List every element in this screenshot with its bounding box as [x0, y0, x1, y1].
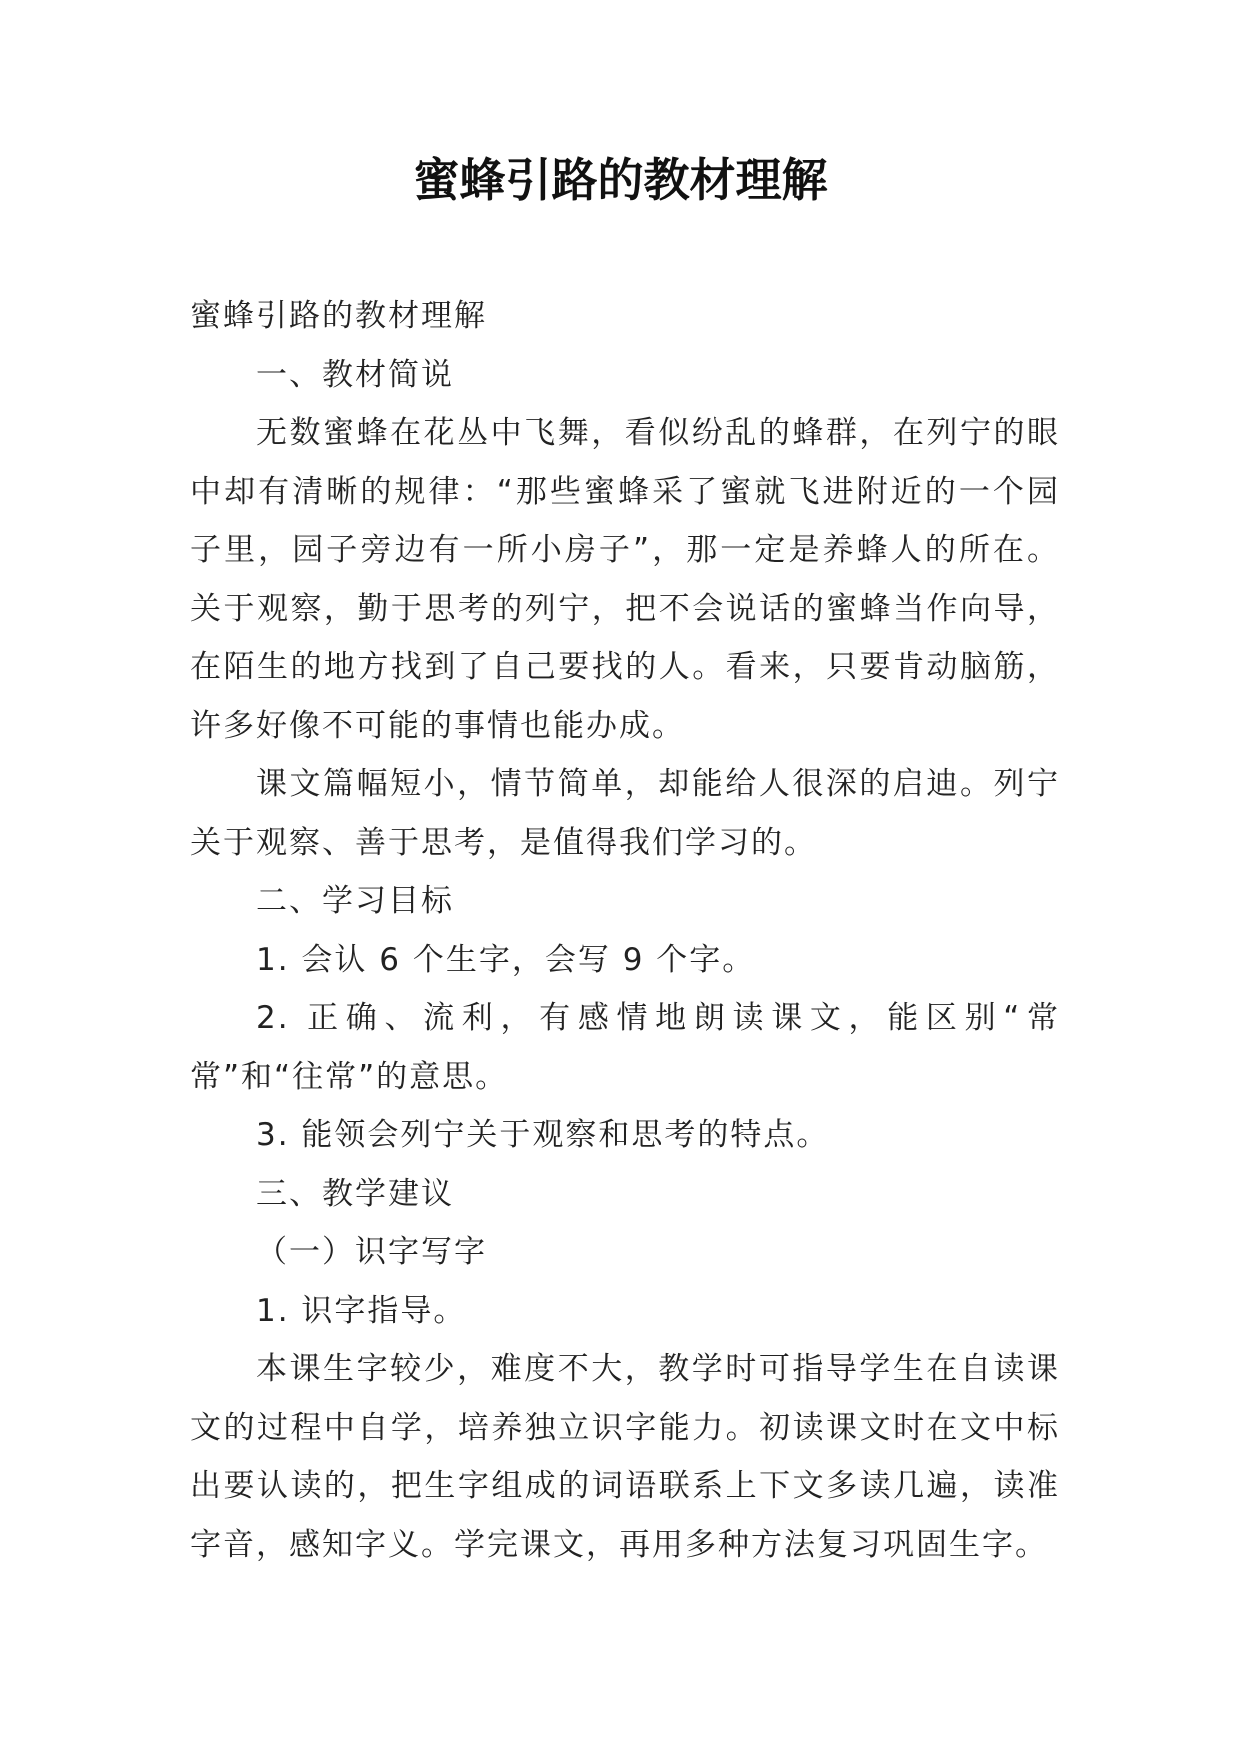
- goal-item-2: 2. 正确、流利，有感情地朗读课文，能区别“常常”和“往常”的意思。: [190, 1000, 1060, 1095]
- section-heading-2: 二、学习目标: [256, 883, 454, 919]
- body-paragraph: 无数蜜蜂在花丛中飞舞，看似纷乱的蜂群，在列宁的眼中却有清晰的规律：“那些蜜蜂采了蜜就飞进附近的一个园子里，园子旁边有一所小房子”，那一定是养蜂人的所在。关于观察，勤于思考的列宁，把不会说话的蜜蜂当作向导，在陌生的地方找到了自己要找的人。看来，只要肯动脑筋，许多好像不可能的事情也能办成。: [190, 415, 1060, 744]
- document-body: [190, 287, 1060, 1574]
- body-paragraph: 本课生字较少，难度不大，教学时可指导学生在自读课文的过程中自学，培养独立识字能力。初读课文时在文中标出要认读的，把生字组成的词语联系上下文多读几遍，读准字音，感知字义。学完课文，再用多种方法复习巩固生字。: [190, 1351, 1060, 1563]
- section-heading-1: 一、教材简说: [256, 356, 454, 393]
- subsection-item: 1. 识字指导。: [256, 1292, 467, 1329]
- subsection-heading: （一）识字写字: [256, 1234, 487, 1270]
- goal-item-3: 3. 能领会列宁关于观察和思考的特点。: [256, 1117, 830, 1153]
- intro-line: 蜜蜂引路的教材理解: [190, 298, 487, 334]
- section-heading-3: 三、教学建议: [256, 1175, 454, 1212]
- document-title: 蜜蜂引路的教材理解: [413, 153, 828, 207]
- body-paragraph: 课文篇幅短小，情节简单，却能给人很深的启迪。列宁关于观察、善于思考，是值得我们学习的。: [190, 766, 1060, 861]
- goal-item-1: 1. 会认 6 个生字，会写 9 个字。: [256, 941, 756, 978]
